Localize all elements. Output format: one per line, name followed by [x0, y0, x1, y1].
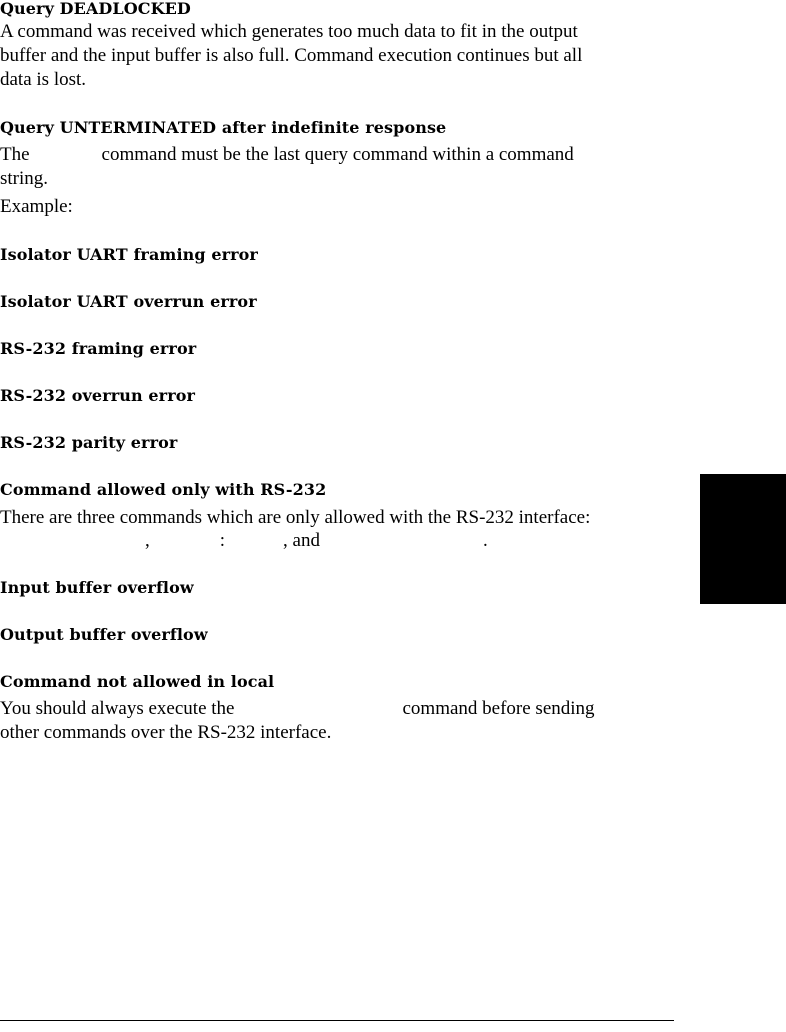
error-title-isolator-uart-overrun: Isolator UART overrun error — [0, 292, 257, 311]
error-description-text: The — [0, 144, 30, 165]
error-title-query-deadlocked: Query DEADLOCKED — [0, 0, 191, 18]
example-label: Example: — [0, 196, 73, 217]
footer-divider — [0, 1020, 674, 1021]
error-description-line — [0, 143, 574, 167]
error-description-line — [0, 529, 488, 553]
error-description-text: command must be the last query command within a command — [101, 144, 574, 165]
error-title-input-buffer-overflow: Input buffer overflow — [0, 578, 194, 597]
error-description-line: other commands over the RS-232 interface. — [0, 722, 332, 743]
error-title-command-allowed-only-rs232: Command allowed only with RS-232 — [0, 480, 327, 499]
error-description-line: data is lost. — [0, 69, 87, 90]
error-title-rs232-parity: RS-232 parity error — [0, 433, 178, 452]
error-title-command-not-allowed-local: Command not allowed in local — [0, 672, 275, 691]
error-title-rs232-framing: RS-232 framing error — [0, 339, 197, 358]
error-title-output-buffer-overflow: Output buffer overflow — [0, 625, 208, 644]
separator-text: : — [219, 530, 226, 551]
chapter-tab-marker — [700, 474, 786, 604]
error-description-line: buffer and the input buffer is also full. Command execution continues but all — [0, 45, 583, 66]
error-description-text: command before sending — [402, 698, 595, 719]
separator-text: , — [145, 530, 150, 551]
separator-text: , and — [283, 530, 320, 551]
error-title-rs232-overrun: RS-232 overrun error — [0, 386, 196, 405]
error-description-line: There are three commands which are only allowed with the RS-232 interface: — [0, 507, 591, 528]
error-description-text: You should always execute the — [0, 698, 235, 719]
error-description-line: A command was received which generates too much data to fit in the output — [0, 21, 578, 42]
error-title-query-unterminated: Query UNTERMINATED after indefinite response — [0, 118, 447, 137]
error-description-line: string. — [0, 168, 49, 189]
error-description-line — [0, 697, 595, 721]
error-title-isolator-uart-framing: Isolator UART framing error — [0, 245, 258, 264]
separator-text: . — [482, 530, 488, 551]
